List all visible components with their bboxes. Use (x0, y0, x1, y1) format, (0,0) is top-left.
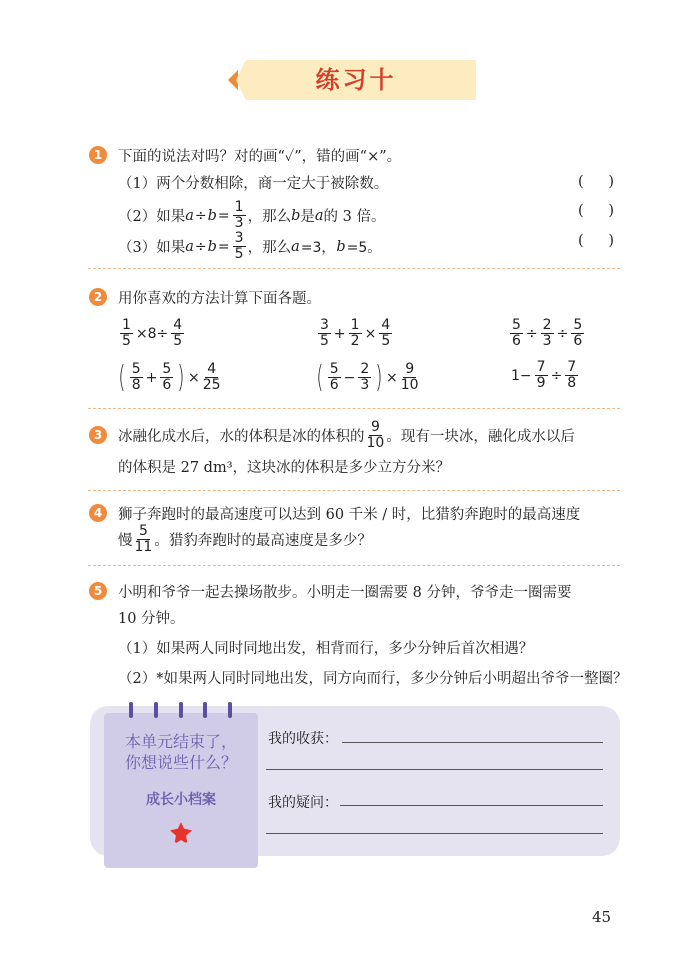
fraction (571, 318, 584, 349)
text: ÷ (556, 325, 569, 342)
text: = (217, 238, 230, 255)
divider (88, 565, 620, 566)
denominator: 2 (350, 333, 360, 349)
fraction (328, 362, 341, 393)
numerator: 7 (567, 359, 577, 375)
denominator: 5 (173, 333, 183, 349)
denominator: 10 (366, 435, 385, 451)
text: 冰融化成水后，水的体积是冰的体积的 (118, 429, 365, 445)
text: 。现有一块冰，融化成水以后 (386, 429, 575, 445)
review-subtitle: 成长小档案 (146, 792, 216, 808)
denominator: 10 (400, 377, 419, 393)
fraction (349, 318, 362, 349)
q5-line-2: 10 分钟。 (118, 611, 185, 627)
question-number: 3 (89, 426, 107, 444)
denominator: 11 (134, 539, 153, 555)
gain-input[interactable] (342, 728, 603, 743)
question-number: 5 (89, 582, 107, 600)
denominator: 5 (381, 333, 391, 349)
fraction (358, 362, 371, 393)
parenthesis: ) (375, 360, 383, 395)
variable: b (207, 238, 217, 255)
text: 1− (511, 367, 532, 384)
fraction (379, 318, 392, 349)
numerator: 2 (542, 317, 552, 333)
numerator: 2 (360, 361, 370, 377)
text: ÷ (194, 207, 207, 224)
paren-close: ) (608, 203, 614, 219)
fraction (120, 318, 133, 349)
ring (179, 702, 183, 718)
q4-line-1 (118, 503, 580, 524)
numerator: 3 (320, 317, 329, 333)
q1-item-3 (118, 231, 382, 262)
q1-prompt: 下面的说法对吗？对的画“✓”，错的画“×”。 (118, 149, 402, 165)
paren-close: ) (608, 233, 614, 249)
q3-line-2 (118, 456, 450, 477)
expression (118, 318, 186, 349)
fraction (135, 524, 153, 555)
variable: b (336, 238, 346, 255)
numerator: 5 (512, 317, 521, 333)
text: = (217, 207, 230, 224)
fraction (233, 200, 246, 231)
fraction (203, 362, 221, 393)
text: + (333, 325, 346, 342)
text: × (188, 369, 200, 386)
numerator: 9 (405, 361, 415, 377)
ring (203, 702, 207, 718)
denominator: 3 (360, 377, 370, 393)
numerator: 3 (234, 230, 244, 246)
review-heading-2: 你想说些什么？ (124, 753, 237, 772)
expression (116, 360, 223, 395)
numerator: 1 (350, 317, 360, 333)
q5-sub-1: （1）如果两人同时同地出发，相背而行，多少分钟后首次相遇？ (118, 641, 534, 657)
paren-open: ( (578, 174, 584, 190)
numerator: 5 (573, 317, 583, 333)
numerator: 4 (381, 317, 391, 333)
denominator: 6 (329, 377, 339, 393)
numerator: 5 (131, 361, 141, 377)
numerator: 9 (370, 419, 380, 435)
denominator: 6 (573, 333, 583, 349)
numerator: 5 (329, 361, 339, 377)
q3-line-1 (118, 420, 575, 451)
review-heading-1: 本单元结束了， (124, 732, 237, 751)
numerator: 5 (162, 361, 172, 377)
fraction (130, 362, 143, 393)
gain-label: 我的收获： (268, 731, 338, 747)
text: 。猎豹奔跑时的最高速度是多少？ (154, 533, 372, 549)
numerator: 5 (138, 523, 148, 539)
fraction (160, 362, 173, 393)
fraction (565, 360, 578, 391)
text: （1） (118, 176, 157, 192)
text: ×8÷ (135, 325, 169, 342)
denominator: 3 (542, 333, 552, 349)
text: 慢 (118, 533, 133, 549)
text: 的 3 倍。 (323, 209, 386, 225)
paren-open: ( (578, 203, 584, 219)
paren-open: ( (578, 233, 584, 249)
question-number: 2 (89, 288, 107, 306)
question-number: 4 (89, 504, 107, 522)
paren-close: ) (608, 174, 614, 190)
variable: a (291, 238, 300, 255)
fraction (233, 231, 246, 262)
answer-blank[interactable] (578, 233, 614, 249)
text: 的体积是 27 dm³，这块冰的体积是多少立方分米？ (118, 460, 451, 476)
divider (88, 268, 620, 269)
denominator: 6 (512, 333, 521, 349)
text: ÷ (194, 238, 207, 255)
text: ÷ (525, 325, 538, 342)
fraction (171, 318, 184, 349)
parenthesis: ( (118, 360, 126, 395)
text: （2） (118, 209, 157, 225)
text: =3， (300, 239, 336, 256)
answer-blank[interactable] (578, 174, 614, 190)
text: 狮子奔跑时的最高速度可以达到 60 千米 / 时，比猎豹奔跑时的最高速度 (118, 507, 581, 523)
question-input-2[interactable] (266, 820, 603, 834)
ring (129, 702, 133, 718)
gain-input-2[interactable] (266, 756, 603, 770)
page-title: 练习十 (315, 66, 397, 94)
expression (316, 318, 394, 349)
fraction (367, 420, 385, 451)
q1-item-2 (118, 200, 385, 231)
text: 如果 (156, 209, 186, 225)
parenthesis: ) (177, 360, 185, 395)
q1-item-1 (118, 172, 388, 193)
denominator: 6 (162, 377, 172, 393)
q4-line-2 (118, 524, 372, 555)
q5-sub-2: （2）*如果两人同时同地出发，同方向而行，多少分钟后小明超出爷爷一整圈？ (118, 671, 628, 687)
fraction (541, 318, 554, 349)
text: + (145, 369, 158, 386)
numerator: 7 (536, 359, 546, 375)
variable: b (207, 207, 217, 224)
parenthesis: ( (316, 360, 324, 395)
fraction (510, 318, 523, 349)
fraction (535, 360, 548, 391)
denominator: 9 (536, 375, 546, 391)
variable: b (291, 207, 301, 224)
numerator: 4 (173, 317, 183, 333)
q2-prompt: 用你喜欢的方法计算下面各题。 (118, 291, 321, 307)
text: ，那么 (247, 240, 292, 256)
divider (88, 490, 620, 491)
text: × (386, 369, 398, 386)
question-input[interactable] (340, 792, 603, 806)
question-label: 我的疑问： (268, 795, 338, 811)
denominator: 3 (234, 215, 244, 231)
ring (228, 702, 232, 718)
page-number: 45 (592, 908, 612, 926)
text: 如果 (156, 240, 186, 256)
denominator: 8 (131, 377, 141, 393)
ring (154, 702, 158, 718)
divider (88, 408, 620, 409)
numerator: 1 (122, 317, 131, 333)
denominator: 5 (122, 333, 131, 349)
text: 两个分数相除，商一定大于被除数。 (156, 176, 389, 192)
text: （3） (118, 240, 157, 256)
fraction (318, 318, 331, 349)
denominator: 5 (234, 246, 244, 262)
text: 是 (300, 209, 315, 225)
denominator: 8 (567, 375, 577, 391)
answer-blank[interactable] (578, 203, 614, 219)
text: − (343, 369, 356, 386)
text: ÷ (550, 367, 563, 384)
variable: a (185, 207, 194, 224)
fraction (401, 362, 419, 393)
numerator: 4 (207, 361, 217, 377)
text: ，那么 (247, 209, 292, 225)
expression (314, 360, 421, 395)
variable: a (185, 238, 194, 255)
expression (510, 360, 580, 391)
numerator: 1 (234, 199, 244, 215)
variable: a (314, 207, 324, 224)
question-number: 1 (89, 146, 107, 164)
denominator: 5 (320, 333, 329, 349)
expression (508, 318, 586, 349)
denominator: 25 (202, 377, 221, 393)
q5-line-1: 小明和爷爷一起去操场散步。小明走一圈需要 8 分钟，爷爷走一圈需要 (118, 585, 572, 601)
text: =5。 (346, 239, 382, 256)
text: × (364, 325, 377, 342)
